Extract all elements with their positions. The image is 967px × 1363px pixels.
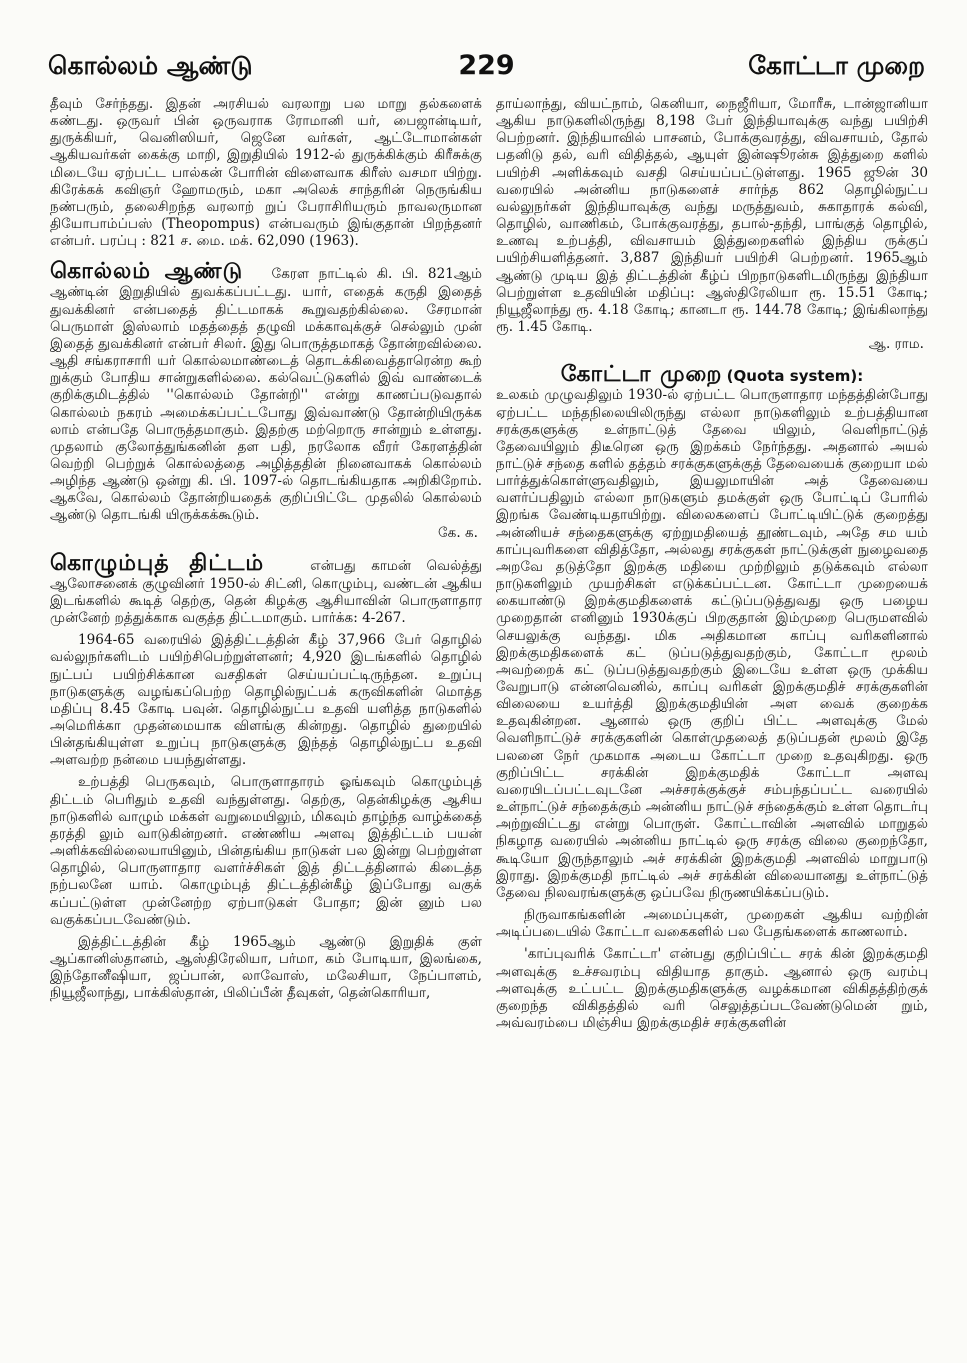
author-initials: ஆ. ராம. bbox=[868, 336, 924, 353]
paragraph: நிருவாகங்களின் அமைப்புகள், முறைகள் ஆகிய வற்றின் அடிப்படையில் கோட்டா வகைகளில் பல பேதங்களைக் காணலாம். bbox=[496, 907, 928, 941]
headword-quota-system: கோட்டா முறை bbox=[560, 362, 723, 388]
running-head bbox=[48, 48, 925, 88]
headword-gloss: (Quota system): bbox=[726, 367, 864, 386]
continued-entry-text bbox=[496, 96, 928, 353]
paragraph: 'காப்புவரிக் கோட்டா' என்பது குறிப்பிட்ட சரக் கின் இறக்குமதி அளவுக்கு உச்சவரம்பு விதியாத தாகும். ஆனால் ஒரு வரம்பு அளவுக்கு உட்பட்ட இறக்குமதிகளுக்கு வழக்கமான விகிதத்திற்குக் குறைந்த விகிதத்தில் வரி செலுத்தப்படவேண்டுமென் றும், அவ்வரம்பை மிஞ்சிய இறக்குமதிச் சரக்குகளின் bbox=[496, 946, 928, 1031]
left-column bbox=[50, 96, 482, 1358]
paragraph: உலகம் முழுவதிலும் 1930-ல் ஏற்பட்ட பொருளாதார மந்தத்தின்போது ஏற்பட்ட மந்தநிலையிலிருந்து எல்லா நாடுகளிலும் உற்பத்தியான சரக்குகளுக்கு உள்நாட்டுத் தேவை யிலும், வெளிநாட்டுத் தேவையிலும் திடீரென ஒரு இறக்கம் நேர்ந்தது. அதனால் அயல் நாட்டுச் சந்தை களில் தத்தம் சரக்குகளுக்குத் தேவையைக் குறையா மல் பார்த்துக்கொள்ளுவதிலும், இயலுமாயின் அத் தேவையை வளர்ப்பதிலும் எல்லா நாடுகளும் தமக்குள் ஒரு போட்டிப் போரில் இறங்க வேண்டியதாயிற்று. விலைகளைப் போட்டியிட்டுக் குறைத்து அன்னியச் சந்தைகளுக்கு ஏற்றுமதியைத் தூண்டவும், அதே சம யம் காப்புவரிகளை விதித்தோ, அல்லது சரக்குகள் நாட்டுக்குள் நுழைவதை அறவே தடுத்தோ இறக்கு மதியை முற்றிலும் தடுக்கவும் எல்லா நாடுகளிலும் முயற்சிகள் எடுக்கப்பட்டன. கோட்டா முறையைக் கையாண்டு இறக்குமதிகளைக் கட்டுப்படுத்துவது ஒரு பழைய முறைதான் எனினும் 1930க்குப் பிறகுதான் இம்முறை பெருமளவில் செயலுக்கு வந்தது. மிக அதிகமான காப்பு வரிகளினால் இறக்குமதிகளைக் கட் டுப்படுத்துவதற்கும், கோட்டா மூலம் அவற்றைக் கட் டுப்படுத்துவதற்கும் இடையே உள்ள ஒரு முக்கிய வேறுபாடு என்னவெனில், காப்பு வரிகள் இறக்குமதிச் சரக்குகளின் விலையை உயர்த்தி இறக்குமதியின் அள வைக் குறைக்க உதவுகின்றன. ஆனால் ஒரு குறிப் பிட்ட அளவுக்கு மேல் வெளிநாட்டுச் சரக்குகளின் கொள்முதலைத் தடுப்பதன் மூலம் இதே பலனை நேர் முகமாக அடைய கோட்டா முறை உதவுகிறது. ஒரு குறிப்பிட்ட சரக்கின் இறக்குமதிக் கோட்டா அளவு வரையிடப்பட்டவுடனே அச்சரக்குக்குச் சம்பந்தப்பட்ட வரையில் உள்நாட்டுச் சந்தைக்கும் அன்னிய நாட்டுச் சந்தைக்கும் உள்ள தொடர்பு அற்றுவிட்டது என்று பொருள். கோட்டாவின் அளவில் மாறுதல் நிகழாத வரையில் அன்னிய நாட்டில் ஒரு சரக்கு விலை குறைந்தோ, கூடியோ இருந்தாலும் அச் சரக்கின் இறக்குமதி அளவில் மாறுபாடு இராது. இறக்குமதி நாட்டில் அச் சரக்கின் விலையானது உள்நாட்டுத் தேவை நிலவரங்களுக்கு ஒப்பவே நிருணயிக்கப்படும். bbox=[496, 387, 928, 901]
page-number: 229 bbox=[458, 50, 515, 81]
running-head-right: கோட்டா முறை bbox=[748, 51, 925, 80]
paragraph: உற்பத்தி பெருகவும், பொருளாதாரம் ஓங்கவும் கொழும்புத் திட்டம் பெரிதும் உதவி வந்துள்ளது. தெற்கு, தென்கிழக்கு ஆசிய நாடுகளில் வாழும் மக்கள் வறுமையிலும், மிகவும் தாழ்ந்த வாழ்க்கைத் தரத்தி லும் வாடுகின்றனர். எண்ணிய அளவு இத்திட்டம் பயன் அளிக்கவில்லையாயினும், பின்தங்கிய நாடுகள் பல இன்று பெற்றுள்ள தொழில், பொருளாதார வளர்ச்சிகள் இத் திட்டத்தினால் கிடைத்த நற்பலனே யாம். கொழும்புத் திட்டத்தின்கீழ் இப்போது வகுக் கப்பட்டுள்ள முன்னேற்ற ஏற்பாடுகள் போதா; இன் னும் பல வகுக்கப்படவேண்டும். bbox=[50, 774, 482, 928]
author-initials: கே. க. bbox=[437, 524, 478, 541]
continued-entry-text: தீவும் சேர்ந்தது. இதன் அரசியல் வரலாறு பல மாறு தல்களைக் கண்டது. ஒருவர் பின் ஒருவராக ரோமானி யர், பைஜான்டியர், துருக்கியர், வெனிஸியர், ஜெனே வர்கள், ஆட்டோமான்கள் ஆகியவர்கள் கைக்கு மாறி, இறுதியில் 1912-ல் துருக்கிக்கும் கிரீசுக்கு மிடையே ஏற்பட்ட பால்கன் போரின் விளைவாக கிரீஸ் வசமா யிற்று. கிரேக்கக் கவிஞர் ஹோமரும், மகா அலெக் சாந்தரின் நெருங்கிய நண்பரும், தலைசிறந்த வரலாற் றுப் பேராசிரியரும் நாவலருமான தியோபாம்ப்பஸ் (Theopompus) என்பவரும் இங்குதான் பிறந்தனர் என்பர். பரப்பு : 821 ச. மை. மக். 62,090 (1963). bbox=[50, 96, 482, 250]
paragraph: 1964-65 வரையில் இத்திட்டத்தின் கீழ் 37,966 பேர் தொழில் வல்லுநர்களிடம் பயிற்சிபெற்றுள்ளனர்; 4,920 இடங்களில் தொழில் நுட்பப் பயிற்சிக்கான வசதிகள் செய்யப்பட்டிருந்தன. உறுப்பு நாடுகளுக்கு வழங்கப்பெற்ற தொழில்நுட்பக் கருவிகளின் மொத்த மதிப்பு 8.45 கோடி பவுன். தொழில்நுட்ப உதவி யளித்த நாடுகளில் அமெரிக்கா முதன்மையாக விளங்கு கின்றது. தொழில் துறையில் பின்தங்கியுள்ள உறுப்பு நாடுகளுக்கு இந்தத் தொழில்நுட்ப உதவி அளவற்ற நன்மை பயந்துள்ளது. bbox=[50, 632, 482, 769]
paragraph: இத்திட்டத்தின் கீழ் 1965ஆம் ஆண்டு இறுதிக் குள் ஆப்கானிஸ்தானம், ஆஸ்திரேலியா, பர்மா, கம் போடியா, இலங்கை, இந்தோனீஷியா, ஜப்பான், லாவோஸ், மலேசியா, நேப்பாளம், நியூஜீலாந்து, பாக்கிஸ்தான், பிலிப்பீன் தீவுகள், தென்கொரியா, bbox=[50, 933, 482, 1002]
headword-kollam-andu: கொல்லம் ஆண்டு bbox=[50, 259, 244, 285]
right-column bbox=[496, 96, 928, 1358]
entry-text: என்பது காமன் வெல்த்து ஆலோசனைக் குழுவினர் 1950-ல் சிட்னி, கொழும்பு, வண்டன் ஆகிய இடங்களில் கூடித் தெற்கு, தென் கிழக்கு ஆசியாவின் பொருளாதார முன்னேற் றத்துக்காக வகுத்த திட்டமாகும். பார்க்க: 4-267. bbox=[50, 557, 482, 627]
entry-text: கேரள நாட்டில் கி. பி. 821ஆம் ஆண்டின் இறுதியில் துவக்கப்பட்டது. யார், எதைக் கருதி இதைத் துவக்கினர் என்பதைத் திட்டமாகக் கூறுவதற்கில்லை. சேரமான் பெருமாள் இஸ்லாம் மதத்தைத் தழுவி மக்காவுக்குச் செல்லும் முன் இதைத் துவக்கினர் என்பர் சிலர். இது பொருத்தமாகத் தோன்றவில்லை. ஆதி சங்கராசாரி யர் கொல்லமாண்டைத் தொடக்கிவைத்தாரென்ற கூற் றுக்கும் போதிய சான்றுகளில்லை. கல்வெட்டுகளில் இவ் வாண்டைக் குறிக்குமிடத்தில் ''கொல்லம் தோன்றி'' என்று காணப்படுவதால் கொல்லம் நகரம் அமைக்கப்பட்டபோது இவ்வாண்டு தோன்றியிருக்க லாம் என்பதே பொருத்தமாகும். இதற்கு மற்றொரு சான்றும் உள்ளது. முதலாம் குலோத்துங்கனின் தள பதி, நரலோக வீரர் கேரளத்தின் வெற்றி பெற்றுக் கொல்லத்தை அழித்ததின் நினைவாகக் கொல்லம் அழிந்த ஆண்டு ஒன்று கி. பி. 1097-ல் தொடங்கியதாக அறிகிறோம். ஆகவே, கொல்லம் தோன்றியதைக் குறிப்பிட்டே முதலில் கொல்லம் ஆண்டு தொடங்கி யிருக்கக்கூடும். bbox=[50, 266, 482, 524]
headword-colombo-plan: கொழும்புத் திட்டம் bbox=[50, 550, 265, 576]
entry-kollam-andu bbox=[50, 260, 482, 541]
running-head-left: கொல்லம் ஆண்டு bbox=[48, 51, 253, 80]
entry-quota-system bbox=[496, 363, 928, 1032]
paragraph: தாய்லாந்து, வியட்நாம், கெனியா, நைஜீரியா, மோரீசு, டான்ஜானியா ஆகிய நாடுகளிலிருந்து 8,198 பேர் இந்தியாவுக்கு வந்து பயிற்சி பெற்றனர். இந்தியாவில் பாசனம், போக்குவரத்து, விவசாயம், தோல் பதனிடு தல், வரி விதித்தல், ஆயுள் இன்ஷூரன்சு இத்துறை களில் பயிற்சி அளிக்கவும் வசதி செய்யப்பட்டுள்ளது. 1965 ஜூன் 30 வரையில் அன்னிய நாடுகளைச் சார்ந்த 862 தொழில்நுட்ப வல்லுநர்கள் இந்தியாவுக்கு வந்து மருத்துவம், சுகாதாரக் கல்வி, தொழில், வாணிகம், போக்குவரத்து, தபால்-தந்தி, பாங்குத் தொழில், உணவு உற்பத்தி, விவசாயம் இத்துறைகளில் இந்திய ருக்குப் பயிற்சியளித்தனர். 3,887 இந்தியர் பயிற்சி பெற்றனர். 1965ஆம் ஆண்டு முடிய இத் திட்டத்தின் கீழ்ப் பிறநாடுகளிடமிருந்து இந்தியா பெற்றுள்ள உதவியின் மதிப்பு: ஆஸ்திரேலியா ரூ. 15.51 கோடி; நியூஜீலாந்து ரூ. 4.18 கோடி; கானடா ரூ. 144.78 கோடி; இங்கிலாந்து ரூ. 1.45 கோடி. bbox=[496, 96, 928, 336]
entry-colombo-plan bbox=[50, 552, 482, 1003]
